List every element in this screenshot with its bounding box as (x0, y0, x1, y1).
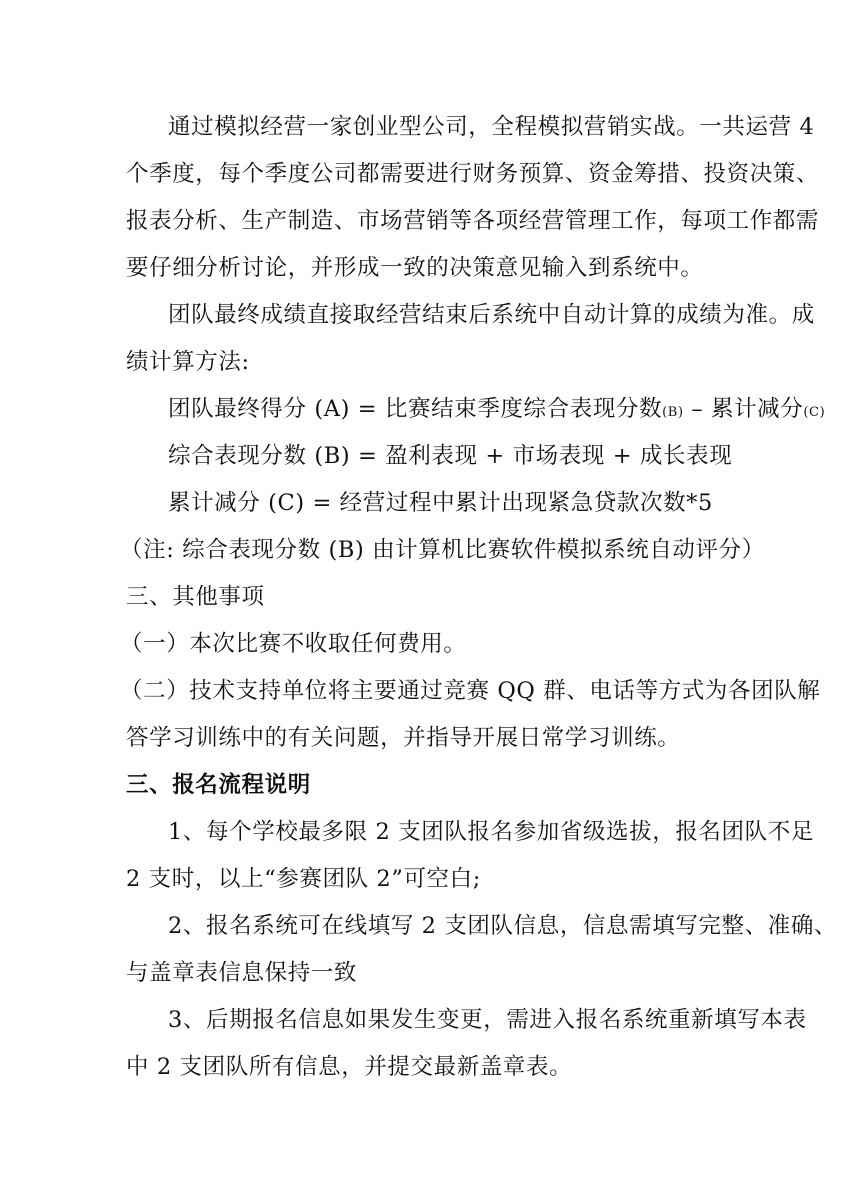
list-item: （一）本次比赛不收取任何费用。 (120, 631, 467, 657)
paragraph-line: 绩计算方法: (126, 349, 250, 375)
formula-text: 团队最终得分 (A) = 比赛结束季度综合表现分数 (168, 396, 663, 422)
paragraph-line: 报表分析、生产制造、市场营销等各项经营管理工作，每项工作都需 (126, 208, 820, 234)
formula-final-score (168, 394, 825, 428)
list-item: 与盖章表信息保持一致 (126, 960, 358, 986)
list-item: 3、后期报名信息如果发生变更，需进入报名系统重新填写本表 (168, 1007, 807, 1033)
section-heading: 三、其他事项 (126, 584, 265, 610)
paragraph-line: 通过模拟经营一家创业型公司，全程模拟营销实战。一共运营 4 (168, 114, 815, 140)
list-item: 2、报名系统可在线填写 2 支团队信息，信息需填写完整、准确、 (168, 913, 838, 939)
formula-c-symbol: (C) (803, 405, 826, 420)
formula-deduction: 累计减分 (C) = 经营过程中累计出现紧急贷款次数*5 (168, 490, 713, 516)
note-text: （注: 综合表现分数 (B) 由计算机比赛软件模拟系统自动评分） (120, 537, 765, 563)
paragraph-line: 个季度，每个季度公司都需要进行财务预算、资金筹措、投资决策、 (126, 161, 820, 187)
list-item: 答学习训练中的有关问题，并指导开展日常学习训练。 (126, 725, 681, 751)
list-item: 1、每个学校最多限 2 支团队报名参加省级选拔，报名团队不足 (168, 819, 814, 845)
paragraph-line: 要仔细分析讨论，并形成一致的决策意见输入到系统中。 (126, 255, 704, 281)
formula-b-symbol: (B) (662, 405, 684, 420)
list-item: 2 支时，以上“参赛团队 2”可空白; (126, 866, 481, 892)
paragraph-line: 团队最终成绩直接取经营结束后系统中自动计算的成绩为准。成 (168, 302, 815, 328)
list-item: （二）技术支持单位将主要通过竞赛 QQ 群、电话等方式为各团队解 (120, 678, 821, 704)
formula-overall-score: 综合表现分数 (B) = 盈利表现 + 市场表现 + 成长表现 (168, 443, 733, 469)
formula-text: – 累计减分 (683, 396, 804, 422)
list-item: 中 2 支团队所有信息，并提交最新盖章表。 (126, 1054, 573, 1080)
section-heading: 三、报名流程说明 (126, 772, 311, 798)
